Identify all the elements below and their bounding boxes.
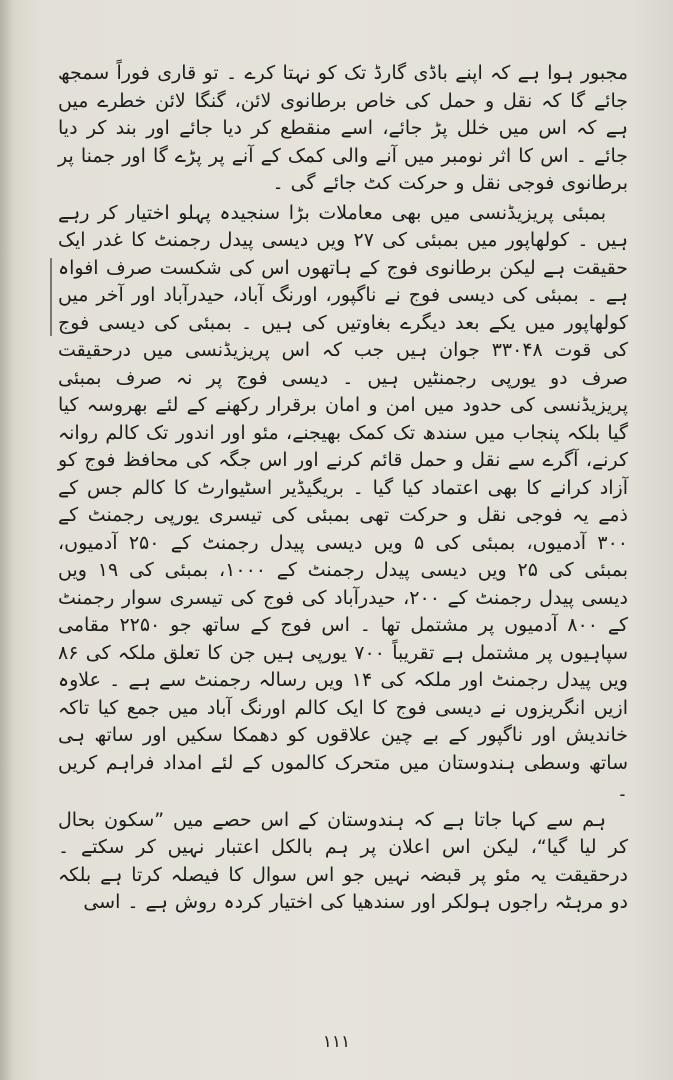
paragraph-2: بمبئی پریزیڈنسی میں بھی معاملات بڑا سنجیدہ پہلو اختیار کر رہے ہیں ۔ کولھاپور میں بمبئی کی ۲۷ ویں دیسی پیدل رجمنٹ کا غدر ایک حقیقت ہے لیکن برطانوی فوج کے ہاتھوں اس کی شکست صرف افواہ ہے ۔ بمبئی کی دیسی فوج نے ناگپور، اورنگ آباد، حیدرآباد اور آخر میں کولھاپور میں یکے بعد دیگرے بغاوتیں کی ہیں ۔ بمبئی کی دیسی فوج کی قوت ۳۳۰۴۸ جوان ہیں جب کہ اس پریزیڈنسی میں درحقیقت صرف دو یورپی رجمنٹیں ہیں ۔ دیسی فوج پر نہ صرف بمبئی پریزیڈنسی کی حدود میں امن و امان برقرار رکھنے کے لئے بھروسہ کیا گیا بلکہ پنجاب میں سندھ تک کمک بھیجنے، مئو اور اندور تک کالم روانہ کرنے، آگرے سے نقل و حمل قائم کرنے اور اس جگہ کی محافظ فوج کو آزاد کرانے کا بھی اعتماد کیا گیا ۔ بریگیڈیر اسٹیوارٹ کا کالم جس کے ذمے یہ فوجی نقل و حرکت تھی بمبئی کی تیسری یورپی رجمنٹ کے ۳۰۰ آدمیوں، بمبئی کی ۵ ویں دیسی پیدل رجمنٹ کے ۲۵۰ آدمیوں، بمبئی کی ۲۵ ویں دیسی پیدل رجمنٹ کے ۱۰۰۰، بمبئی کی ۱۹ ویں دیسی پیدل رجمنٹ کے ۲۰۰، حیدرآباد کی فوج کی تیسری سوار رجمنٹ کے ۸۰۰ آدمیوں پر مشتمل تھا ۔ اس فوج کے ساتھ جو ۲۲۵۰ مقامی سپاہیوں پر مشتمل ہے تقریباً ۷۰۰ یورپی ہیں جن کا تعلق ملکہ کی ۸۶ ویں پیدل رجمنٹ اور ملکہ کی ۱۴ ویں رسالہ رجمنٹ سے ہے ۔ علاوہ ازیں انگریزوں نے دیسی فوج کا ایک کالم اورنگ آباد میں جمع کیا تاکہ خاندیش اور ناگپور کے بے چین علاقوں کو دھمکا سکیں اور ساتھ ہی ساتھ وسطی ہندوستان میں متحرک کالموں کے لئے امداد فراہم کریں ۔ <box>58 201 629 801</box>
page-number: ۱۱۱ <box>322 1032 351 1052</box>
body-text <box>58 60 628 917</box>
paragraph-1: مجبور ہوا ہے کہ اپنے باڈی گارڈ تک کو نہتا کرے ۔ تو قاری فوراً سمجھ جائے گا کہ نقل و حمل کی خاص برطانوی لائن، گنگا لائن خطرے میں ہے کہ اس میں خلل پڑ جائے، اسے منقطع کر دیا جائے اور بند کر دیا جائے ۔ اس کا اثر نومبر میں آنے والی کمک کے آنے پر پڑے گا اور جمنا پر برطانوی فوجی نقل و حرکت کٹ جائے گی ۔ <box>58 62 628 194</box>
page-gutter-shadow <box>0 0 14 1080</box>
paragraph-3: ہم سے کہا جاتا ہے کہ ہندوستان کے اس حصے میں ”سکون بحال کر لیا گیا“، لیکن اس اعلان پر ہم بالکل اعتبار نہیں کر سکتے ۔ درحقیقت یہ مئو پر قبضہ نہیں جو اس سوال کا فیصلہ کرتا ہے بلکہ دو مرہٹہ راجوں ہولکر اور سندھیا کی اختیار کردہ روش ہے ۔ اسی <box>58 808 628 913</box>
margin-pencil-mark <box>50 258 52 336</box>
